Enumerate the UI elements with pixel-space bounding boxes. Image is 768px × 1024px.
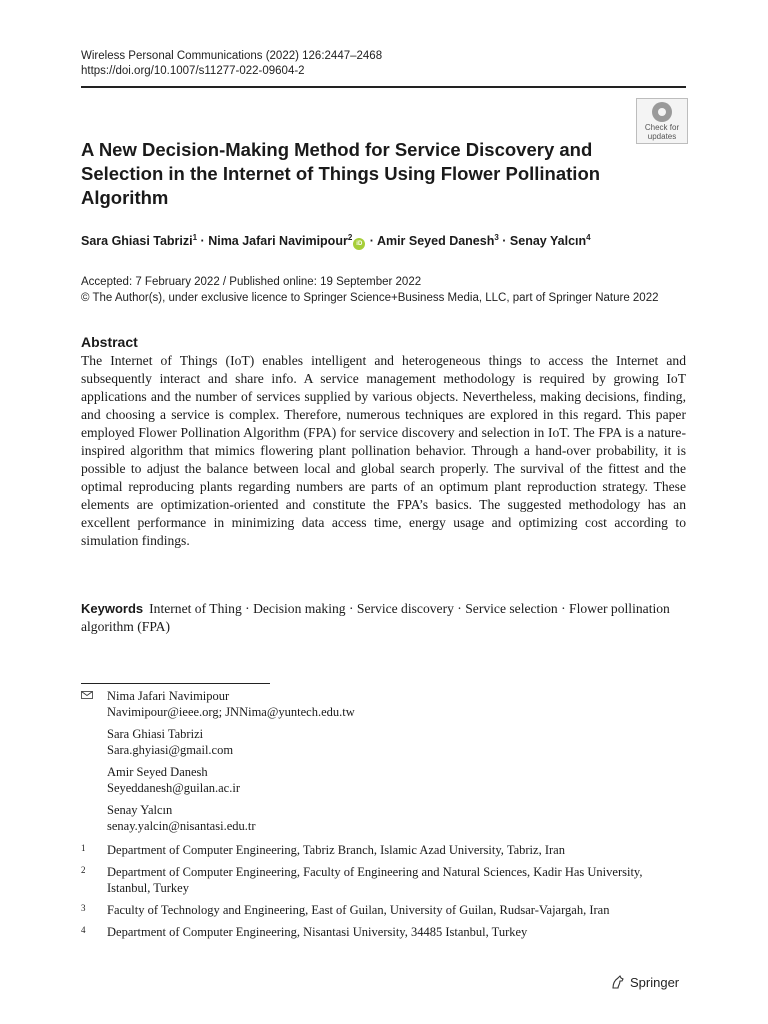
affiliation-number: 3 xyxy=(81,903,86,913)
journal-citation: Wireless Personal Communications (2022) 126:2447–2468 xyxy=(81,50,383,62)
author-affil-sup: 3 xyxy=(494,233,499,242)
contact-item xyxy=(107,726,355,758)
contact-item xyxy=(107,688,355,720)
journal-header xyxy=(81,49,382,79)
keywords-section xyxy=(81,600,686,636)
affiliation-text: Department of Computer Engineering, Faculty of Engineering and Natural Sciences, Kadir Has University, Istanbul, Turkey xyxy=(107,865,643,895)
author-affil-sup: 1 xyxy=(192,233,198,242)
affiliation-item xyxy=(81,902,686,918)
accepted-published-line: Accepted: 7 February 2022 / Published online: 19 September 2022 xyxy=(81,276,422,288)
affiliation-item xyxy=(81,842,686,858)
header-rule xyxy=(81,86,686,88)
contact-email[interactable]: Sara.ghyiasi@gmail.com xyxy=(107,743,234,757)
author-name[interactable]: Nima Jafari Navimipour xyxy=(208,234,348,249)
author-affil-sup: 2 xyxy=(347,233,353,242)
copyright-line: © The Author(s), under exclusive licence to Springer Science+Business Media, LLC, part of Springer Nature 2022 xyxy=(81,292,659,304)
author-separator: · xyxy=(366,234,377,249)
envelope-icon xyxy=(81,691,93,699)
contact-email[interactable]: Seyeddanesh@guilan.ac.ir xyxy=(107,781,240,795)
contact-name: Amir Seyed Danesh xyxy=(107,765,208,779)
publisher-name: Springer xyxy=(630,975,680,990)
author-separator: · xyxy=(197,234,209,249)
affiliation-item xyxy=(81,864,686,896)
crossmark-line2: updates xyxy=(647,132,677,141)
keywords-text: Internet of Thing · Decision making · Service discovery · Service selection · Flower pollination algorithm (FPA) xyxy=(81,601,670,634)
publication-dates xyxy=(81,274,659,306)
check-for-updates-badge[interactable] xyxy=(636,98,688,144)
footnote-rule xyxy=(81,683,270,684)
author-name[interactable]: Amir Seyed Danesh xyxy=(376,234,495,249)
affiliation-text: Department of Computer Engineering, Nisantasi University, 34485 Istanbul, Turkey xyxy=(107,925,528,939)
abstract-text: The Internet of Things (IoT) enables intelligent and heterogeneous things to access the Internet and subsequently interact and share info. A service management methodology is required by growing IoT applications and the number of services supplied by various objects. Nevertheless, making decisions, finding, and choosing a service is complex. Therefore, numerous techniques are explored in this regard. This paper employed Flower Pollination Algorithm (FPA) for service discovery and selection in IoT. The FPA is a nature-inspired algorithm that mimics flowering plant pollination behavior. Through a hand-over probability, it is possible to adjust the balance between local and global search properly. The survival of the fittest and the optimal reproducing plants regarding numbers are parts of an optimum plant reproduction strategy. These elements are optimization-oriented and constitute the FPA’s basics. The suggested methodology has an excellent performance in minimizing data access time, energy usage and optimizing cost according to simulation findings. xyxy=(81,353,686,548)
contact-item xyxy=(107,802,355,834)
abstract-heading: Abstract xyxy=(81,334,138,350)
author-list xyxy=(81,233,591,250)
affiliation-text: Department of Computer Engineering, Tabriz Branch, Islamic Azad University, Tabriz, Iran xyxy=(107,843,565,857)
paper-title: A New Decision-Making Method for Service Discovery and Selection in the Internet of Things Using Flower Pollination Algorithm xyxy=(81,139,601,208)
crossmark-icon xyxy=(652,102,672,122)
publisher-footer xyxy=(610,974,679,990)
affiliation-number: 2 xyxy=(81,865,86,875)
affiliation-item xyxy=(81,924,686,940)
contact-name: Nima Jafari Navimipour xyxy=(107,689,230,703)
contact-email[interactable]: senay.yalcin@nisantasi.edu.tr xyxy=(107,819,256,833)
author-name[interactable]: Senay Yalcın xyxy=(509,234,587,249)
affiliation-text: Faculty of Technology and Engineering, East of Guilan, University of Guilan, Rudsar-Vajargah, Iran xyxy=(107,903,610,917)
author-affil-sup: 4 xyxy=(586,233,591,242)
doi-link[interactable]: https://doi.org/10.1007/s11277-022-09604-2 xyxy=(81,65,305,77)
affiliation-number: 4 xyxy=(81,925,86,935)
contact-name: Sara Ghiasi Tabrizi xyxy=(107,727,204,741)
springer-horse-icon xyxy=(610,974,626,990)
contact-name: Senay Yalcın xyxy=(107,803,173,817)
keywords-label: Keywords xyxy=(81,601,144,616)
contact-item xyxy=(107,764,355,796)
affiliation-list xyxy=(81,842,686,946)
contact-email[interactable]: Navimipour@ieee.org; JNNima@yuntech.edu.tw xyxy=(107,705,355,719)
author-name[interactable]: Sara Ghiasi Tabrizi xyxy=(81,234,193,249)
contact-list xyxy=(81,688,355,840)
orcid-icon[interactable]: iD xyxy=(353,238,365,250)
crossmark-line1: Check for xyxy=(644,123,680,132)
affiliation-number: 1 xyxy=(81,843,86,853)
author-separator: · xyxy=(498,234,510,249)
